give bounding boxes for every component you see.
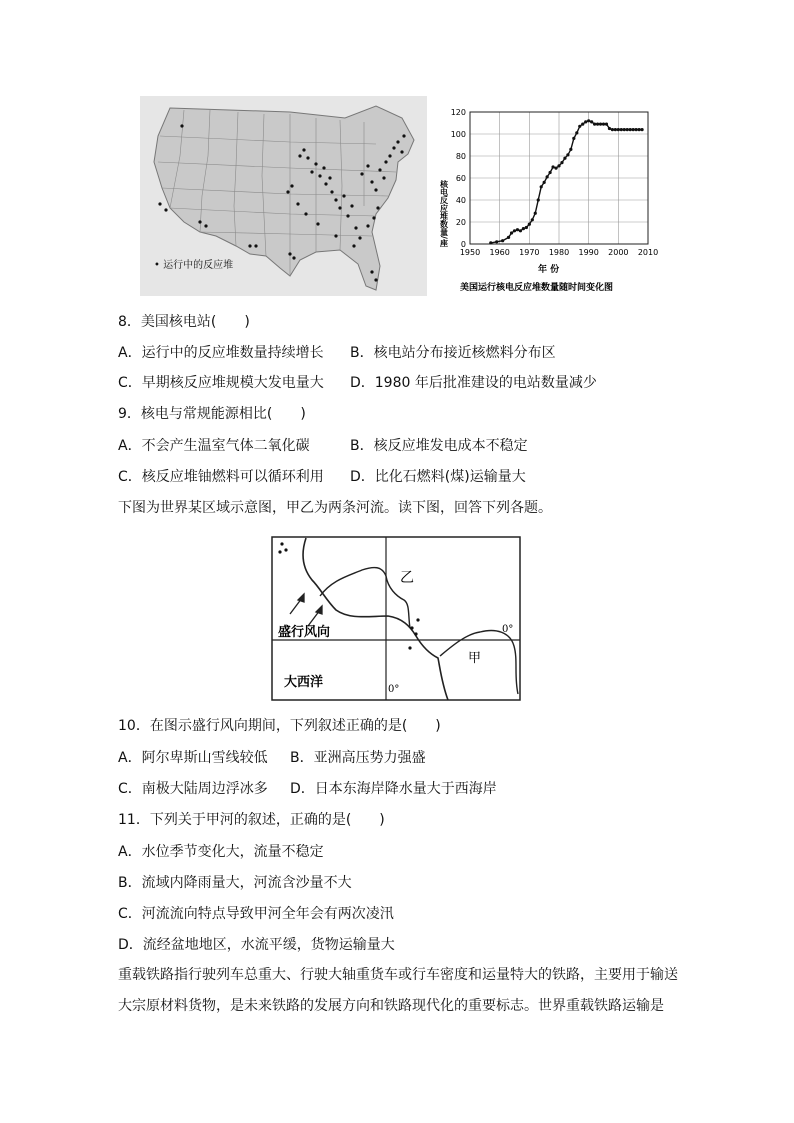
q10-option-b[interactable]: B．亚洲高压势力强盛 xyxy=(290,750,426,766)
chart-data-point xyxy=(549,171,552,174)
chart-xtick-label: 1950 xyxy=(459,248,481,257)
chart-data-point xyxy=(525,226,528,229)
chart-xtick-label: 1960 xyxy=(489,248,510,257)
label-yi: 乙 xyxy=(400,570,414,586)
q8-stem: 8．美国核电站( ) xyxy=(118,314,250,330)
chart-data-point xyxy=(569,148,572,151)
chart-data-point xyxy=(581,123,584,126)
chart-data-point xyxy=(575,131,578,134)
chart-xlabel: 年 份 xyxy=(538,265,560,275)
chart-data-point xyxy=(593,123,596,126)
q11-stem: 11．下列关于甲河的叙述，正确的是( ) xyxy=(118,812,385,828)
chart-data-point xyxy=(495,240,498,243)
q9-option-b[interactable]: B．核反应堆发电成本不稳定 xyxy=(350,438,528,454)
chart-data-point xyxy=(546,175,549,178)
chart-data-point xyxy=(543,181,546,184)
chart-data-point xyxy=(617,128,620,131)
chart-data-point xyxy=(507,236,510,239)
chart-data-point xyxy=(611,128,614,131)
chart-data-point xyxy=(516,228,519,231)
chart-data-point xyxy=(623,128,626,131)
q9-stem: 9．核电与常规能源相比( ) xyxy=(118,406,306,422)
q9-option-a[interactable]: A．不会产生温室气体二氧化碳 xyxy=(118,438,310,454)
chart-data-point xyxy=(635,128,638,131)
chart-data-point xyxy=(602,123,605,126)
chart-data-point xyxy=(640,128,643,131)
chart-ytick-label: 100 xyxy=(450,130,466,139)
q9-option-d[interactable]: D．比化石燃料(煤)运输量大 xyxy=(350,469,526,485)
q9-option-c[interactable]: C．核反应堆铀燃料可以循环利用 xyxy=(118,469,324,485)
q11-option-a[interactable]: A．水位季节变化大，流量不稳定 xyxy=(118,844,324,860)
label-jia: 甲 xyxy=(468,651,482,666)
q10-option-d[interactable]: D．日本东海岸降水量大于西海岸 xyxy=(290,781,497,797)
chart-data-point xyxy=(501,239,504,242)
chart-xtick-label: 1990 xyxy=(578,248,599,257)
label-lon0: 0° xyxy=(388,684,400,695)
chart-data-point xyxy=(528,223,531,226)
q10-option-c[interactable]: C．南极大陆周边浮冰多 xyxy=(118,781,268,797)
chart-data-point xyxy=(614,128,617,131)
chart-data-point xyxy=(560,161,563,164)
label-wind: 盛行风向 xyxy=(278,625,331,640)
chart-xtick-label: 1970 xyxy=(519,248,540,257)
chart-data-point xyxy=(554,167,557,170)
q8-option-a[interactable]: A．运行中的反应堆数量持续增长 xyxy=(118,345,324,361)
chart-xtick-label: 1980 xyxy=(548,248,570,257)
chart-data-point xyxy=(537,198,540,201)
us-reactor-map xyxy=(140,96,427,296)
chart-data-point xyxy=(566,153,569,156)
q11-option-d[interactable]: D．流经盆地地区，水流平缓，货物运输量大 xyxy=(118,937,395,953)
chart-data-point xyxy=(551,165,554,168)
intro-figure2: 下图为世界某区域示意图，甲乙为两条河流。读下图，回答下列各题。 xyxy=(118,500,552,516)
q8-option-b[interactable]: B．核电站分布接近核燃料分布区 xyxy=(350,345,556,361)
chart-data-point xyxy=(563,157,566,160)
chart-data-point xyxy=(534,212,537,215)
chart-data-point xyxy=(596,123,599,126)
chart-data-point xyxy=(626,128,629,131)
label-lat0: 0° xyxy=(502,624,514,635)
chart-data-point xyxy=(540,185,543,188)
chart-ytick-label: 20 xyxy=(455,218,466,227)
q10-stem: 10．在图示盛行风向期间，下列叙述正确的是( ) xyxy=(118,718,441,734)
chart-data-point xyxy=(572,137,575,140)
chart-data-point xyxy=(590,120,593,123)
label-ocean: 大西洋 xyxy=(284,675,324,690)
chart-data-point xyxy=(510,231,513,234)
q10-option-a[interactable]: A．阿尔卑斯山雪线较低 xyxy=(118,750,268,766)
chart-data-point xyxy=(513,229,516,232)
chart-data-point xyxy=(629,128,632,131)
chart-xtick-label: 2000 xyxy=(608,248,629,257)
reactor-count-chart xyxy=(430,100,662,300)
chart-data-point xyxy=(557,164,560,167)
chart-data-point xyxy=(489,241,492,244)
chart-data-point xyxy=(584,120,587,123)
chart-ytick-label: 0 xyxy=(460,240,466,249)
chart-data-point xyxy=(632,128,635,131)
q11-option-c[interactable]: C．河流流向特点导致甲河全年会有两次凌汛 xyxy=(118,906,394,922)
chart-ytick-label: 40 xyxy=(455,196,466,205)
chart-data-point xyxy=(519,229,522,232)
chart-series-line xyxy=(491,121,642,243)
chart-data-point xyxy=(531,218,534,221)
region-map xyxy=(270,536,522,702)
chart-data-point xyxy=(608,127,611,130)
map-legend: • 运行中的反应堆 xyxy=(154,260,234,271)
q11-option-b[interactable]: B．流域内降雨量大，河流含沙量不大 xyxy=(118,875,352,891)
q8-option-d[interactable]: D．1980 年后批准建设的电站数量减少 xyxy=(350,375,597,391)
chart-data-point xyxy=(620,128,623,131)
chart-data-point xyxy=(638,128,641,131)
chart-ytick-label: 120 xyxy=(450,108,466,117)
chart-data-point xyxy=(578,125,581,128)
chart-ytick-label: 60 xyxy=(455,174,466,183)
chart-data-point xyxy=(599,123,602,126)
heavy-rail-paragraph: 重载铁路指行驶列车总重大、行驶大轴重货车或行车密度和运量特大的铁路，主要用于输送大宗原材料货物，是未来铁路的发展方向和铁路现代化的重要标志。世界重载铁路运输是 xyxy=(118,967,678,1014)
q8-option-c[interactable]: C．早期核反应堆规模大发电量大 xyxy=(118,375,324,391)
chart-ytick-label: 80 xyxy=(455,152,466,161)
chart-data-point xyxy=(587,119,590,122)
chart-ylabel: 核电反应堆数量/座 xyxy=(439,180,449,247)
chart-caption: 美国运行核电反应堆数量随时间变化图 xyxy=(460,283,614,293)
chart-data-point xyxy=(605,123,608,126)
chart-data-point xyxy=(522,227,525,230)
chart-xtick-label: 2010 xyxy=(637,248,659,257)
